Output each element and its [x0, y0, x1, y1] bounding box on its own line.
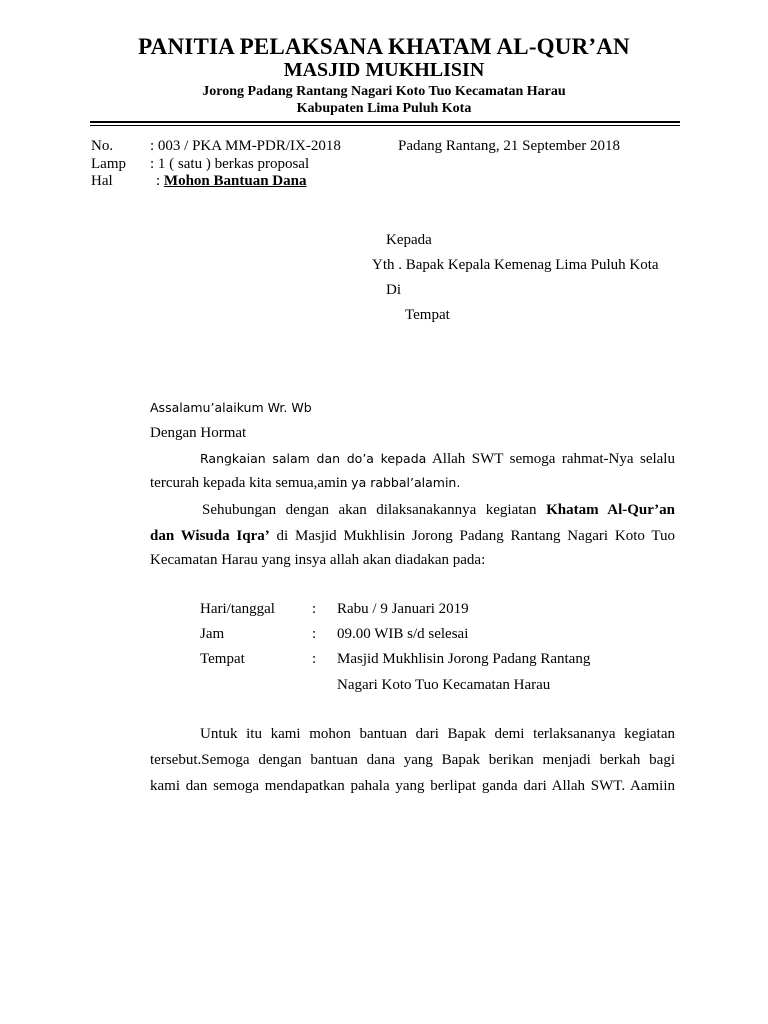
hal-colon: : [156, 173, 161, 189]
salutation-salam: Assalamu’alaikum Wr. Wb [150, 400, 312, 415]
no-value: : 003 / PKA MM-PDR/IX-2018 [150, 138, 341, 154]
recipient-di: Di [386, 282, 401, 298]
lamp-value: : 1 ( satu ) berkas proposal [150, 156, 310, 172]
letterhead-subtitle: MASJID MUKHLISIN [283, 59, 485, 81]
detail-hari-label: Hari/tanggal [200, 601, 275, 617]
paragraph-1-line-2-text: tercurah kepada kita semua,amin [150, 475, 348, 491]
paragraph-2-location: di Masjid Mukhlisin Jorong Padang Rantang Nagari Koto Tuo [276, 528, 675, 544]
detail-jam-label: Jam [200, 626, 225, 642]
letterhead-title: PANITIA PELAKSANA KHATAM AL-QUR’AN [138, 34, 630, 59]
letterhead-divider-thin [90, 125, 680, 126]
hal-subject: Mohon Bantuan Dana [163, 173, 307, 189]
paragraph-2-line-2 [150, 526, 675, 546]
paragraph-1-line-2-hand: ya rabbal’alamin. [351, 475, 461, 490]
detail-jam-colon: : [312, 626, 317, 642]
paragraph-1-text: Allah SWT semoga rahmat-Nya selalu [431, 451, 675, 467]
lamp-label: Lamp [91, 156, 126, 172]
no-label: No. [91, 138, 114, 154]
paragraph-2-text: Sehubungan dengan akan dilaksanakannya kegiatan [202, 502, 537, 518]
paragraph-3-line-2: tersebut.Semoga dengan bantuan dana yang Bapak berikan menjadi berkah bagi [150, 752, 675, 768]
letterhead-regency: Kabupaten Lima Puluh Kota [296, 101, 472, 116]
paragraph-3-line-1: Untuk itu kami mohon bantuan dari Bapak demi terlaksananya kegiatan [200, 726, 675, 742]
hal-value-line [156, 173, 306, 190]
paragraph-1-greeting: Rangkaian salam dan do’a kepada [200, 451, 427, 466]
paragraph-2-line-1 [202, 500, 675, 520]
detail-jam-value: 09.00 WIB s/d selesai [337, 626, 469, 642]
salutation-hormat: Dengan Hormat [150, 425, 247, 441]
recipient-yth: Yth . Bapak Kepala Kemenag Lima Puluh Kota [372, 257, 659, 273]
detail-hari-value: Rabu / 9 Januari 2019 [337, 601, 469, 617]
place-date: Padang Rantang, 21 September 2018 [398, 138, 621, 154]
detail-tempat-label: Tempat [200, 651, 245, 667]
detail-tempat-value-1: Masjid Mukhlisin Jorong Padang Rantang [337, 651, 591, 667]
paragraph-2-event-name: Khatam Al-Qur’an [546, 502, 675, 518]
detail-tempat-value-2: Nagari Koto Tuo Kecamatan Harau [337, 677, 551, 693]
letterhead-divider-thick [90, 121, 680, 123]
detail-tempat-colon: : [312, 651, 317, 667]
recipient-tempat: Tempat [405, 307, 450, 323]
letterhead-address: Jorong Padang Rantang Nagari Koto Tuo Kecamatan Harau [202, 84, 566, 99]
paragraph-1-line-2 [150, 475, 460, 492]
recipient-kepada: Kepada [386, 232, 432, 248]
paragraph-1-line-1 [200, 449, 675, 469]
detail-hari-colon: : [312, 601, 317, 617]
paragraph-3-line-3: kami dan semoga mendapatkan pahala yang berlipat ganda dari Allah SWT. Aamiin [150, 778, 675, 794]
paragraph-2-event-name-2: dan Wisuda Iqra’ [150, 528, 270, 544]
paragraph-2-line-3: Kecamatan Harau yang insya allah akan diadakan pada: [150, 552, 486, 568]
hal-label: Hal [91, 173, 113, 189]
